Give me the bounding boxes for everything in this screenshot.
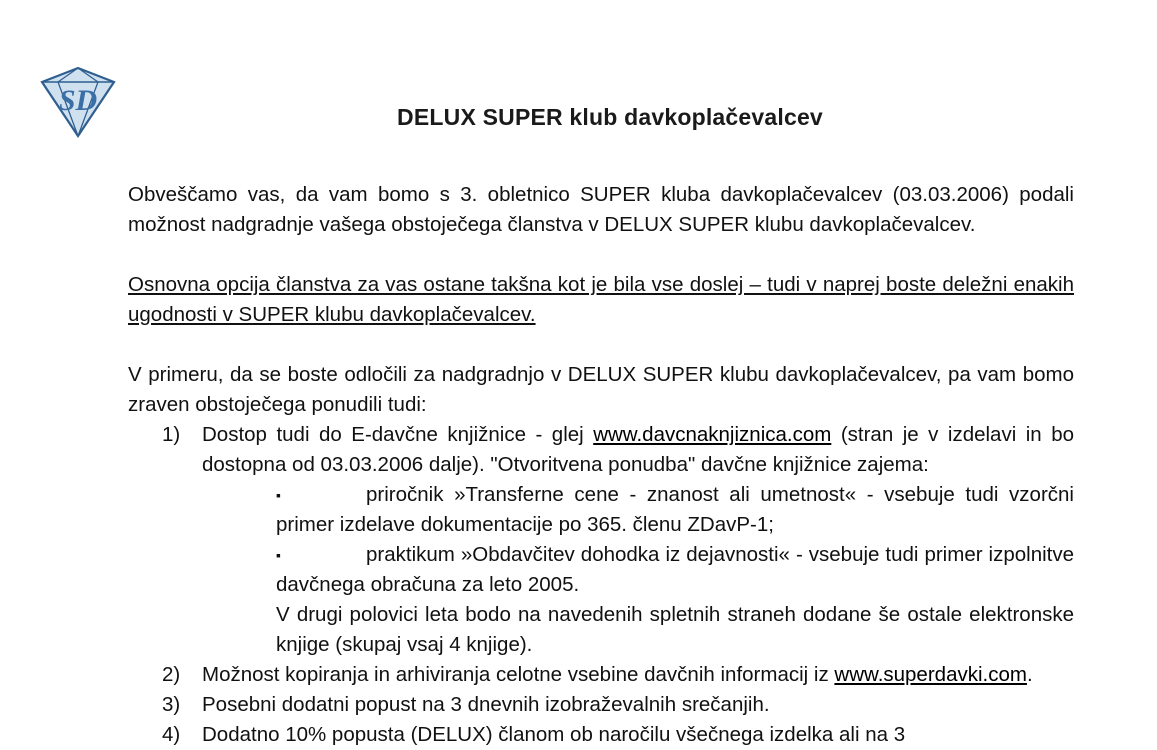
list-item-text-after-link: (stran je v izdelavi in bo dostopna od 03.03.2006 dalje). "Otvoritvena ponudba" davčne knjižnice zajema: xyxy=(202,423,1074,476)
sd-diamond-logo-icon xyxy=(28,62,128,140)
list-marker: 4) xyxy=(162,723,181,746)
list-item xyxy=(128,720,1074,750)
list-item-text-before-link: Dostop tudi do E-davčne knjižnice - glej xyxy=(202,423,594,446)
list-item-text-after-link: . xyxy=(1026,663,1033,686)
page-title: DELUX SUPER klub davkoplačevalcev xyxy=(397,104,823,130)
spacer xyxy=(128,330,1074,360)
list-item-text-before-link: Možnost kopiranja in arhiviranja celotne vsebine davčnih informacij iz xyxy=(202,663,835,686)
link-davcnaknjiznica[interactable]: www.davcnaknjiznica.com xyxy=(593,423,832,446)
paragraph-lead-in: V primeru, da se boste odločili za nadgradnjo v DELUX SUPER klubu davkoplačevalcev, pa vam bomo zraven obstoječega ponudili tudi: xyxy=(128,363,1074,416)
svg-text:SD: SD xyxy=(58,84,98,117)
square-bullet-icon: ▪ xyxy=(276,487,281,503)
list-marker: 2) xyxy=(162,663,181,686)
list-item-continuation: V drugi polovici leta bodo na navedenih spletnih straneh dodane še ostale elektronske knjige (skupaj vsaj 4 knjige). xyxy=(276,603,1074,656)
paragraph-underlined: Osnovna opcija članstva za vas ostane takšna kot je bila vse doslej – tudi v naprej boste deležni enakih ugodnosti v SUPER klubu davkoplačevalcev. xyxy=(128,273,1074,326)
benefits-list xyxy=(128,420,1074,750)
paragraph-intro: Obveščamo vas, da vam bomo s 3. obletnico SUPER kluba davkoplačevalcev (03.03.2006) podali možnost nadgradnje vašega obstoječega članstva v DELUX SUPER klubu davkoplačevalcev. xyxy=(128,183,1074,236)
list-marker: 1) xyxy=(162,423,181,446)
link-superdavki[interactable]: www.superdavki.com xyxy=(834,663,1027,686)
sub-list-item xyxy=(202,480,1074,540)
sub-list-item-text: priročnik »Transferne cene - znanost ali umetnost« - vsebuje tudi vzorčni primer izdelave dokumentacije po 365. členu ZDavP-1; xyxy=(276,483,1074,536)
list-item xyxy=(128,420,1074,660)
list-item-text: Dodatno 10% popusta (DELUX) članom ob naročilu všečnega izdelka ali na 3 xyxy=(202,723,906,746)
list-marker: 3) xyxy=(162,693,181,716)
spacer xyxy=(128,240,1074,270)
sub-list-item xyxy=(202,540,1074,600)
list-item xyxy=(128,690,1074,720)
document-body xyxy=(128,180,1074,750)
list-item xyxy=(128,660,1074,690)
sub-list-item-text: praktikum »Obdavčitev dohodka iz dejavnosti« - vsebuje tudi primer izpolnitve davčnega obračuna za leto 2005. xyxy=(276,543,1074,596)
square-bullet-icon: ▪ xyxy=(276,547,281,563)
list-item-text: Posebni dodatni popust na 3 dnevnih izobraževalnih srečanjih. xyxy=(202,693,770,716)
